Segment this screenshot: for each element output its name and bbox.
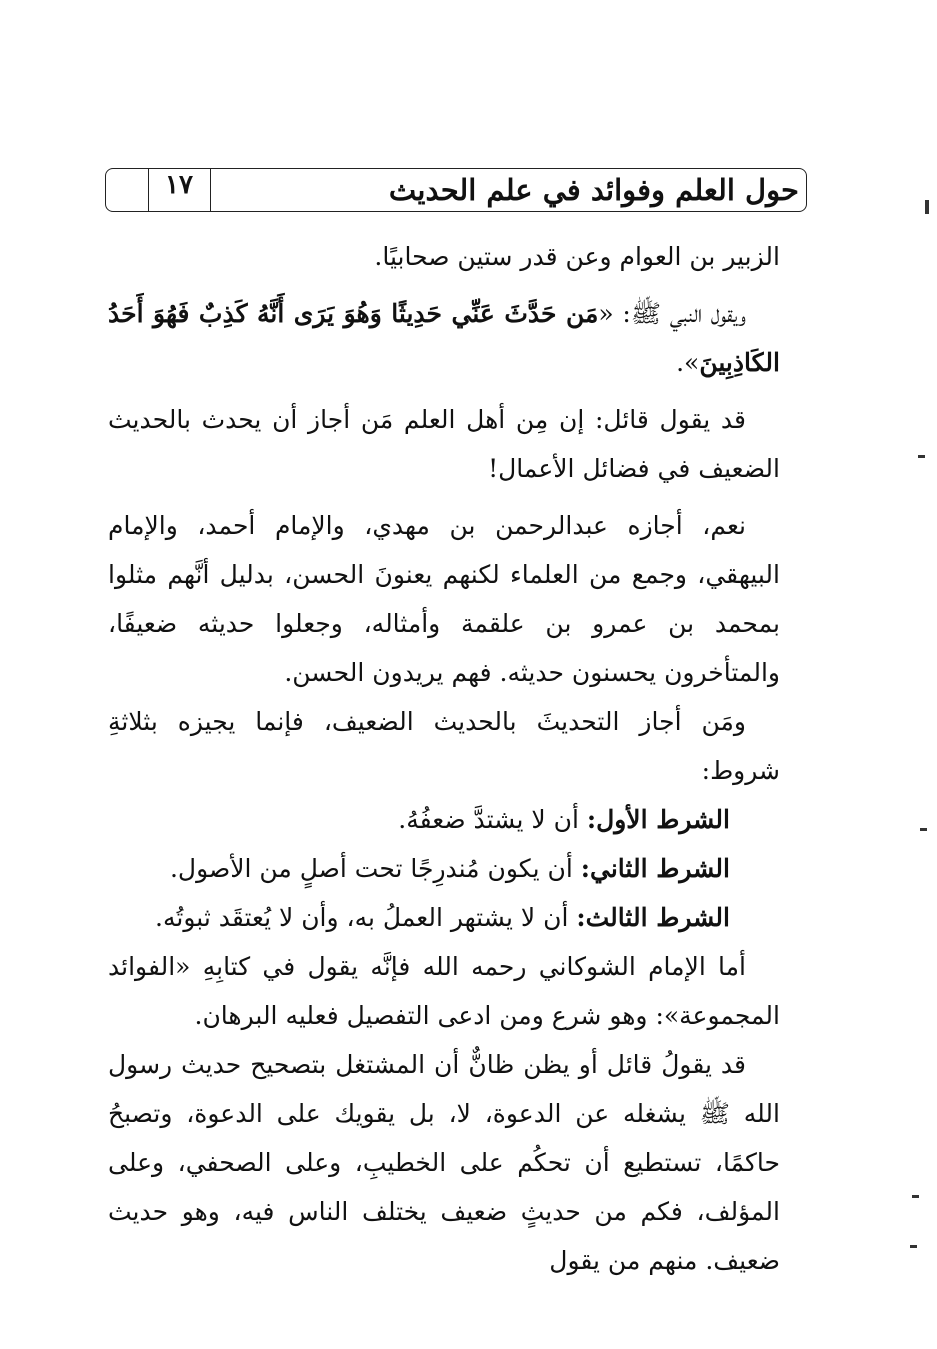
paragraph: نعم، أجازه عبدالرحمن بن مهدي، والإمام أحمد، والإمام البيهقي، وجمع من العلماء لكنهم يعنونَ الحسن، بدليل أنَّهم مثلوا بمحمد بن عمرو بن علقمة وأمثاله، وجعلوا حديثه ضعيفًا، والمتأخرون يحسنون حديثه. فهم يريدون الحسن. [108, 511, 780, 687]
paragraph: ومَن أجاز التحديثَ بالحديث الضعيف، فإنما يجيزه بثلاثةِ شروط: [108, 707, 780, 785]
condition-3 [108, 893, 780, 942]
condition-label: الشرط الأول: [586, 805, 730, 834]
paragraph: قد يقولُ قائل أو يظن ظانٌّ أن المشتغل بتصحيح حديث رسول الله ﷺ يشغله عن الدعوة، لا، بل يقويك على الدعوة، وتصبحُ حاكمًا، تستطيع أن تحكُم على الخطيبِ، وعلى الصحفي، وعلى المؤلف، فكم من حديثٍ ضعيف يختلف الناس فيه، وهو حديث ضعيف. منهم من يقول [108, 1050, 780, 1275]
paragraph: أما الإمام الشوكاني رحمه الله فإنَّه يقول في كتابِهِ «الفوائد المجموعة»: وهو شرع ومن ادعى التفصيل فعليه البرهان. [108, 952, 780, 1030]
condition-text: أن يكون مُندرِجًا تحت أصلٍ من الأصول. [169, 854, 581, 883]
paragraph: الزبير بن العوام وعن قدر ستين صحابيًا. [374, 242, 780, 271]
body-text [108, 232, 780, 1285]
paragraph: قد يقول قائل: إن مِن أهل العلم مَن أجاز أن يحدث بالحديث الضعيف في فضائل الأعمال! [108, 405, 780, 483]
condition-2 [108, 844, 780, 893]
condition-1 [108, 795, 780, 844]
scan-speck [912, 1195, 919, 1198]
paragraph-hadith [108, 289, 780, 387]
page-number: ١٧ [165, 170, 193, 200]
hadith-intro: ويقول النبي ﷺ: « [598, 299, 746, 328]
hadith-quote: مَن حَدَّثَ عَنِّي حَدِيثًا وَهُوَ يَرَى أَنَّهُ كَذِبٌ فَهُوَ أَحَدُ الكَاذِبِينَ [108, 299, 780, 377]
scan-speck [910, 1245, 917, 1248]
condition-text: أن لا يشتدَّ ضعفُهُ. [398, 805, 587, 834]
condition-text: أن لا يشتهر العملُ به، وأن لا يُعتقَد ثبوتُه. [155, 903, 577, 932]
running-title: حول العلم وفوائد في علم الحديث [388, 173, 799, 207]
header-divider [148, 168, 149, 212]
header-divider [210, 168, 211, 212]
scan-speck [918, 455, 925, 458]
scan-speck [920, 828, 927, 831]
hadith-close: ». [676, 348, 700, 377]
condition-label: الشرط الثاني: [580, 854, 730, 883]
scan-speck [925, 200, 929, 214]
condition-label: الشرط الثالث: [576, 903, 730, 932]
